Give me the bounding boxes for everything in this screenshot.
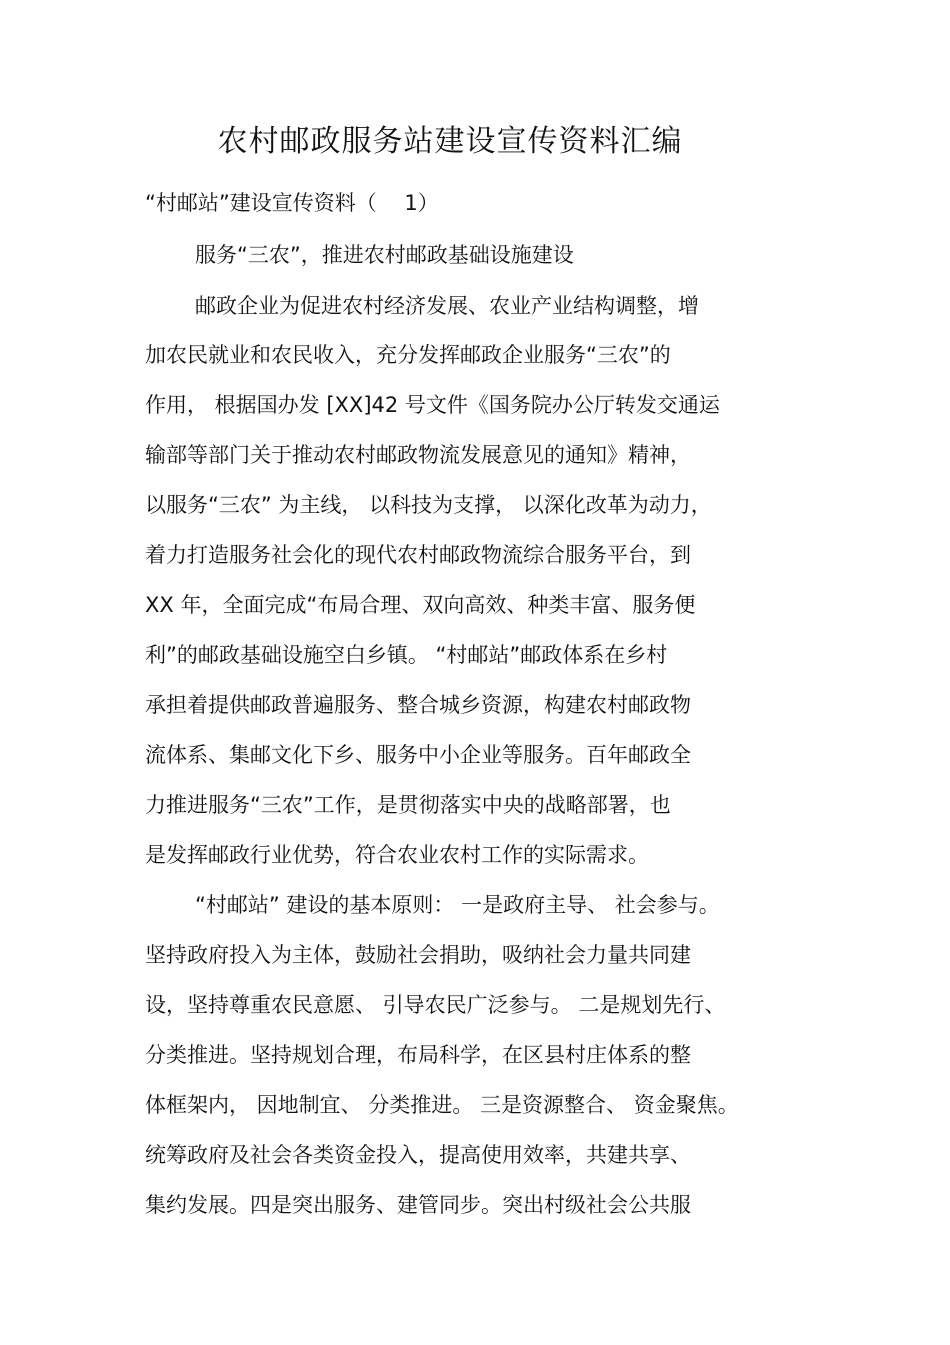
body-line: 输部等部门关于推动农村邮政物流发展意见的通知》精神， bbox=[145, 443, 691, 467]
body-line: 集约发展。四是突出服务、建管同步。突出村级社会公共服 bbox=[145, 1193, 691, 1217]
body-line: 统筹政府及社会各类资金投入，提高使用效率，共建共享、 bbox=[145, 1143, 691, 1167]
body-line: 力推进服务“三农”工作，是贯彻落实中央的战略部署，也 bbox=[145, 793, 671, 817]
body-line: “村邮站” 建设的基本原则： 一是政府主导、 社会参与。 bbox=[195, 893, 720, 917]
body-line: 加农民就业和农民收入，充分发挥邮政企业服务“三农”的 bbox=[145, 343, 671, 367]
body-line: 流体系、集邮文化下乡、服务中小企业等服务。百年邮政全 bbox=[145, 743, 691, 767]
body-line: XX 年，全面完成“布局合理、双向高效、种类丰富、服务便 bbox=[145, 593, 696, 617]
body-line: 邮政企业为促进农村经济发展、农业产业结构调整，增 bbox=[195, 294, 699, 318]
document-title: 农村邮政服务站建设宣传资料汇编 bbox=[217, 124, 683, 159]
section-heading: “村邮站”建设宣传资料（ 1） bbox=[145, 191, 439, 215]
body-line: 利”的邮政基础设施空白乡镇。 “村邮站”邮政体系在乡村 bbox=[145, 643, 668, 667]
body-line: 设，坚持尊重农民意愿、 引导农民广泛参与。 二是规划先行、 bbox=[145, 993, 726, 1017]
body-line: 承担着提供邮政普遍服务、整合城乡资源，构建农村邮政物 bbox=[145, 693, 691, 717]
body-line: 坚持政府投入为主体，鼓励社会捐助，吸纳社会力量共同建 bbox=[145, 943, 691, 967]
subheading: 服务“三农”，推进农村邮政基础设施建设 bbox=[195, 243, 574, 267]
body-line: 以服务“三农” 为主线， 以科技为支撑， 以深化改革为动力， bbox=[145, 493, 712, 517]
body-line: 分类推进。坚持规划合理，布局科学，在区县村庄体系的整 bbox=[145, 1043, 691, 1067]
body-line: 着力打造服务社会化的现代农村邮政物流综合服务平台，到 bbox=[145, 543, 691, 567]
body-line: 作用， 根据国办发 [XX]42 号文件《国务院办公厅转发交通运 bbox=[145, 393, 720, 417]
body-line: 是发挥邮政行业优势，符合农业农村工作的实际需求。 bbox=[145, 843, 649, 867]
body-line: 体框架内， 因地制宜、 分类推进。 三是资源整合、 资金聚焦。 bbox=[145, 1093, 739, 1117]
